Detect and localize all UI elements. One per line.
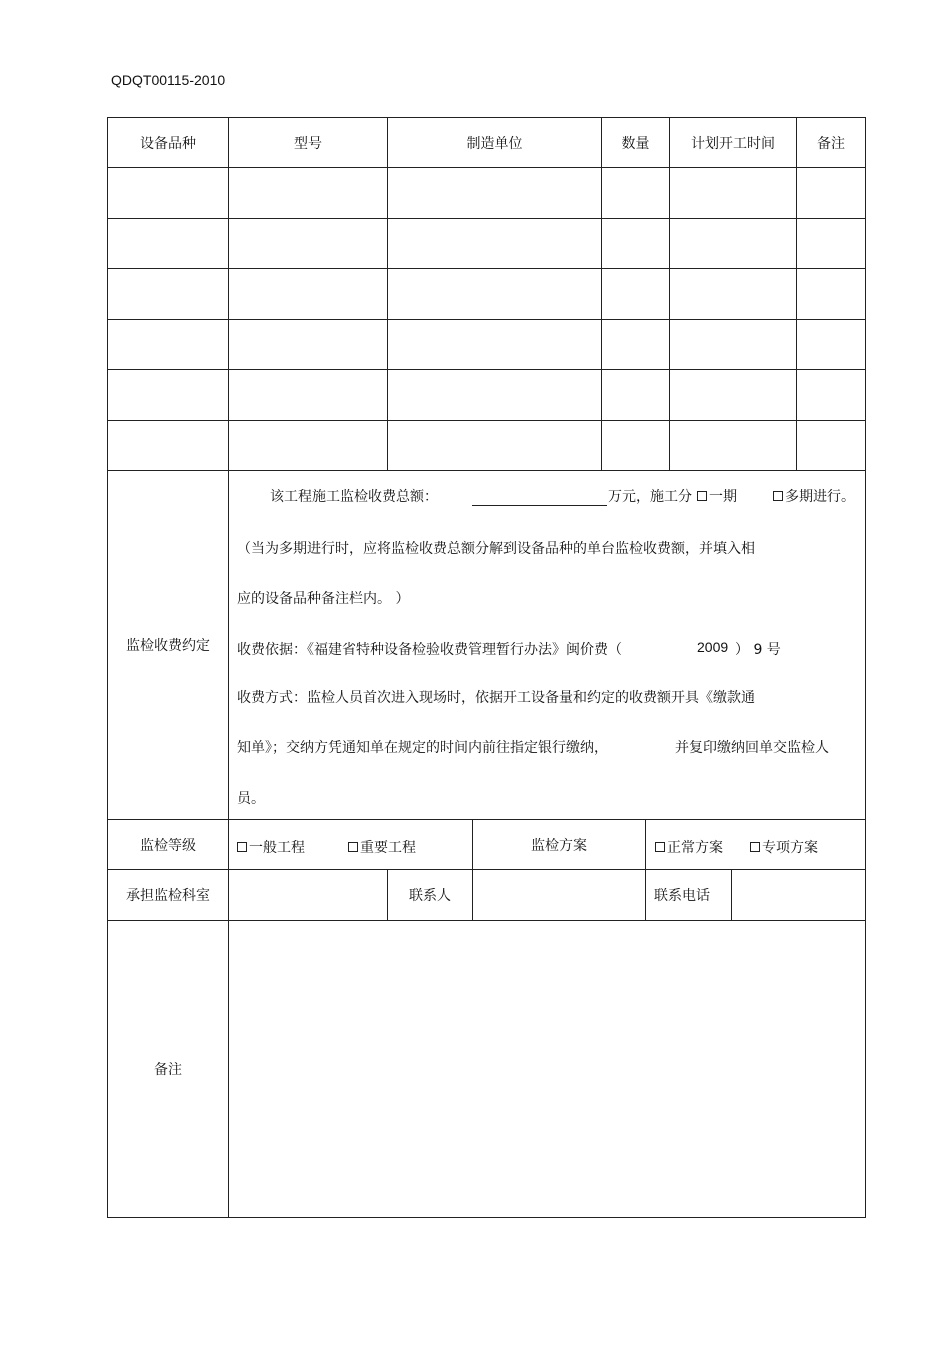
quantity-cell[interactable]	[602, 370, 669, 420]
quantity-cell[interactable]	[602, 168, 669, 218]
table-border-right	[865, 117, 866, 1218]
phase-single-option[interactable]	[697, 486, 737, 506]
phase-single-label: 一期	[709, 489, 737, 505]
plan-normal-label: 正常方案	[667, 840, 723, 856]
fee-note-line1: （当为多期进行时，应将监检收费总额分解到设备品种的单台监检收费额，并填入相	[237, 541, 755, 557]
model-cell[interactable]	[229, 269, 387, 319]
checkbox-icon[interactable]	[348, 842, 358, 852]
inspection-plan-label: 监检方案	[531, 837, 587, 854]
equipment-type-cell[interactable]	[108, 219, 228, 268]
plan-special-label: 专项方案	[762, 840, 818, 856]
responsible-dept-label: 承担监检科室	[126, 888, 210, 904]
remarks-cell[interactable]	[797, 421, 865, 470]
plan-normal-option[interactable]	[655, 837, 723, 857]
fee-total-prefix: 该工程施工监检收费总额：	[270, 489, 438, 505]
grade-important-option[interactable]	[348, 837, 416, 857]
equipment-type-cell[interactable]	[108, 320, 228, 369]
equipment-type-cell[interactable]	[108, 370, 228, 420]
contact-phone-label: 联系电话	[654, 888, 710, 904]
quantity-cell[interactable]	[602, 320, 669, 369]
planned-start-cell[interactable]	[670, 421, 796, 470]
manufacturer-cell[interactable]	[388, 219, 601, 268]
remarks-cell[interactable]	[797, 320, 865, 369]
planned-start-cell[interactable]	[670, 320, 796, 369]
checkbox-icon[interactable]	[655, 842, 665, 852]
checkbox-icon[interactable]	[750, 842, 760, 852]
header-planned-start: 计划开工时间	[691, 135, 775, 152]
manufacturer-cell[interactable]	[388, 421, 601, 470]
responsible-dept-field[interactable]	[229, 870, 387, 920]
phase-multi-option[interactable]	[773, 486, 855, 506]
fee-amount-field[interactable]	[472, 505, 607, 506]
contact-phone-field[interactable]	[732, 870, 865, 920]
remarks-cell[interactable]	[797, 269, 865, 319]
equipment-type-cell[interactable]	[108, 168, 228, 218]
document-code: QDQT00115-2010	[111, 72, 226, 88]
quantity-cell[interactable]	[602, 421, 669, 470]
header-quantity: 数量	[621, 135, 650, 152]
grade-general-label: 一般工程	[249, 840, 305, 856]
contact-person-label: 联系人	[409, 888, 451, 904]
quantity-cell[interactable]	[602, 269, 669, 319]
remarks-cell[interactable]	[797, 219, 865, 268]
model-cell[interactable]	[229, 421, 387, 470]
checkbox-icon[interactable]	[773, 491, 783, 501]
planned-start-cell[interactable]	[670, 370, 796, 420]
remarks-label: 备注	[154, 1062, 182, 1078]
fee-basis-year: 2009	[697, 639, 729, 655]
manufacturer-cell[interactable]	[388, 320, 601, 369]
fee-basis-suffix: ） 9 号	[735, 642, 781, 658]
model-cell[interactable]	[229, 370, 387, 420]
header-manufacturer: 制造单位	[466, 135, 523, 152]
grade-general-option[interactable]	[237, 837, 305, 857]
checkbox-icon[interactable]	[237, 842, 247, 852]
quantity-cell[interactable]	[602, 219, 669, 268]
model-cell[interactable]	[229, 320, 387, 369]
plan-special-option[interactable]	[750, 837, 818, 857]
inspection-grade-label: 监检等级	[140, 837, 196, 854]
manufacturer-cell[interactable]	[388, 168, 601, 218]
planned-start-cell[interactable]	[670, 168, 796, 218]
checkbox-icon[interactable]	[697, 491, 707, 501]
remarks-field[interactable]	[229, 921, 865, 1217]
table-border-bottom	[107, 1217, 866, 1218]
fee-method-line1: 收费方式：监检人员首次进入现场时，依据开工设备量和约定的收费额开具《缴款通	[237, 690, 755, 706]
equipment-type-cell[interactable]	[108, 269, 228, 319]
model-cell[interactable]	[229, 168, 387, 218]
fee-method-line3: 员。	[237, 791, 265, 807]
fee-method-line2b: 并复印缴纳回单交监检人	[675, 740, 829, 756]
model-cell[interactable]	[229, 219, 387, 268]
remarks-cell[interactable]	[797, 370, 865, 420]
grade-important-label: 重要工程	[360, 840, 416, 856]
contact-person-field[interactable]	[473, 870, 645, 920]
header-remarks: 备注	[817, 135, 845, 152]
manufacturer-cell[interactable]	[388, 370, 601, 420]
remarks-cell[interactable]	[797, 168, 865, 218]
planned-start-cell[interactable]	[670, 269, 796, 319]
fee-agreement-label: 监检收费约定	[126, 638, 210, 654]
manufacturer-cell[interactable]	[388, 269, 601, 319]
planned-start-cell[interactable]	[670, 219, 796, 268]
equipment-type-cell[interactable]	[108, 421, 228, 470]
fee-note-line2: 应的设备品种备注栏内。 ）	[237, 591, 410, 607]
fee-basis-prefix: 收费依据：《福建省特种设备检验收费管理暂行办法》闽价费（	[237, 642, 622, 658]
fee-method-line2a: 知单》；交纳方凭通知单在规定的时间内前往指定银行缴纳，	[237, 740, 608, 756]
header-equipment-type: 设备品种	[140, 135, 196, 152]
phase-multi-label: 多期进行。	[785, 489, 855, 505]
header-model: 型号	[294, 135, 322, 152]
fee-total-suffix: 万元，施工分	[608, 489, 692, 505]
